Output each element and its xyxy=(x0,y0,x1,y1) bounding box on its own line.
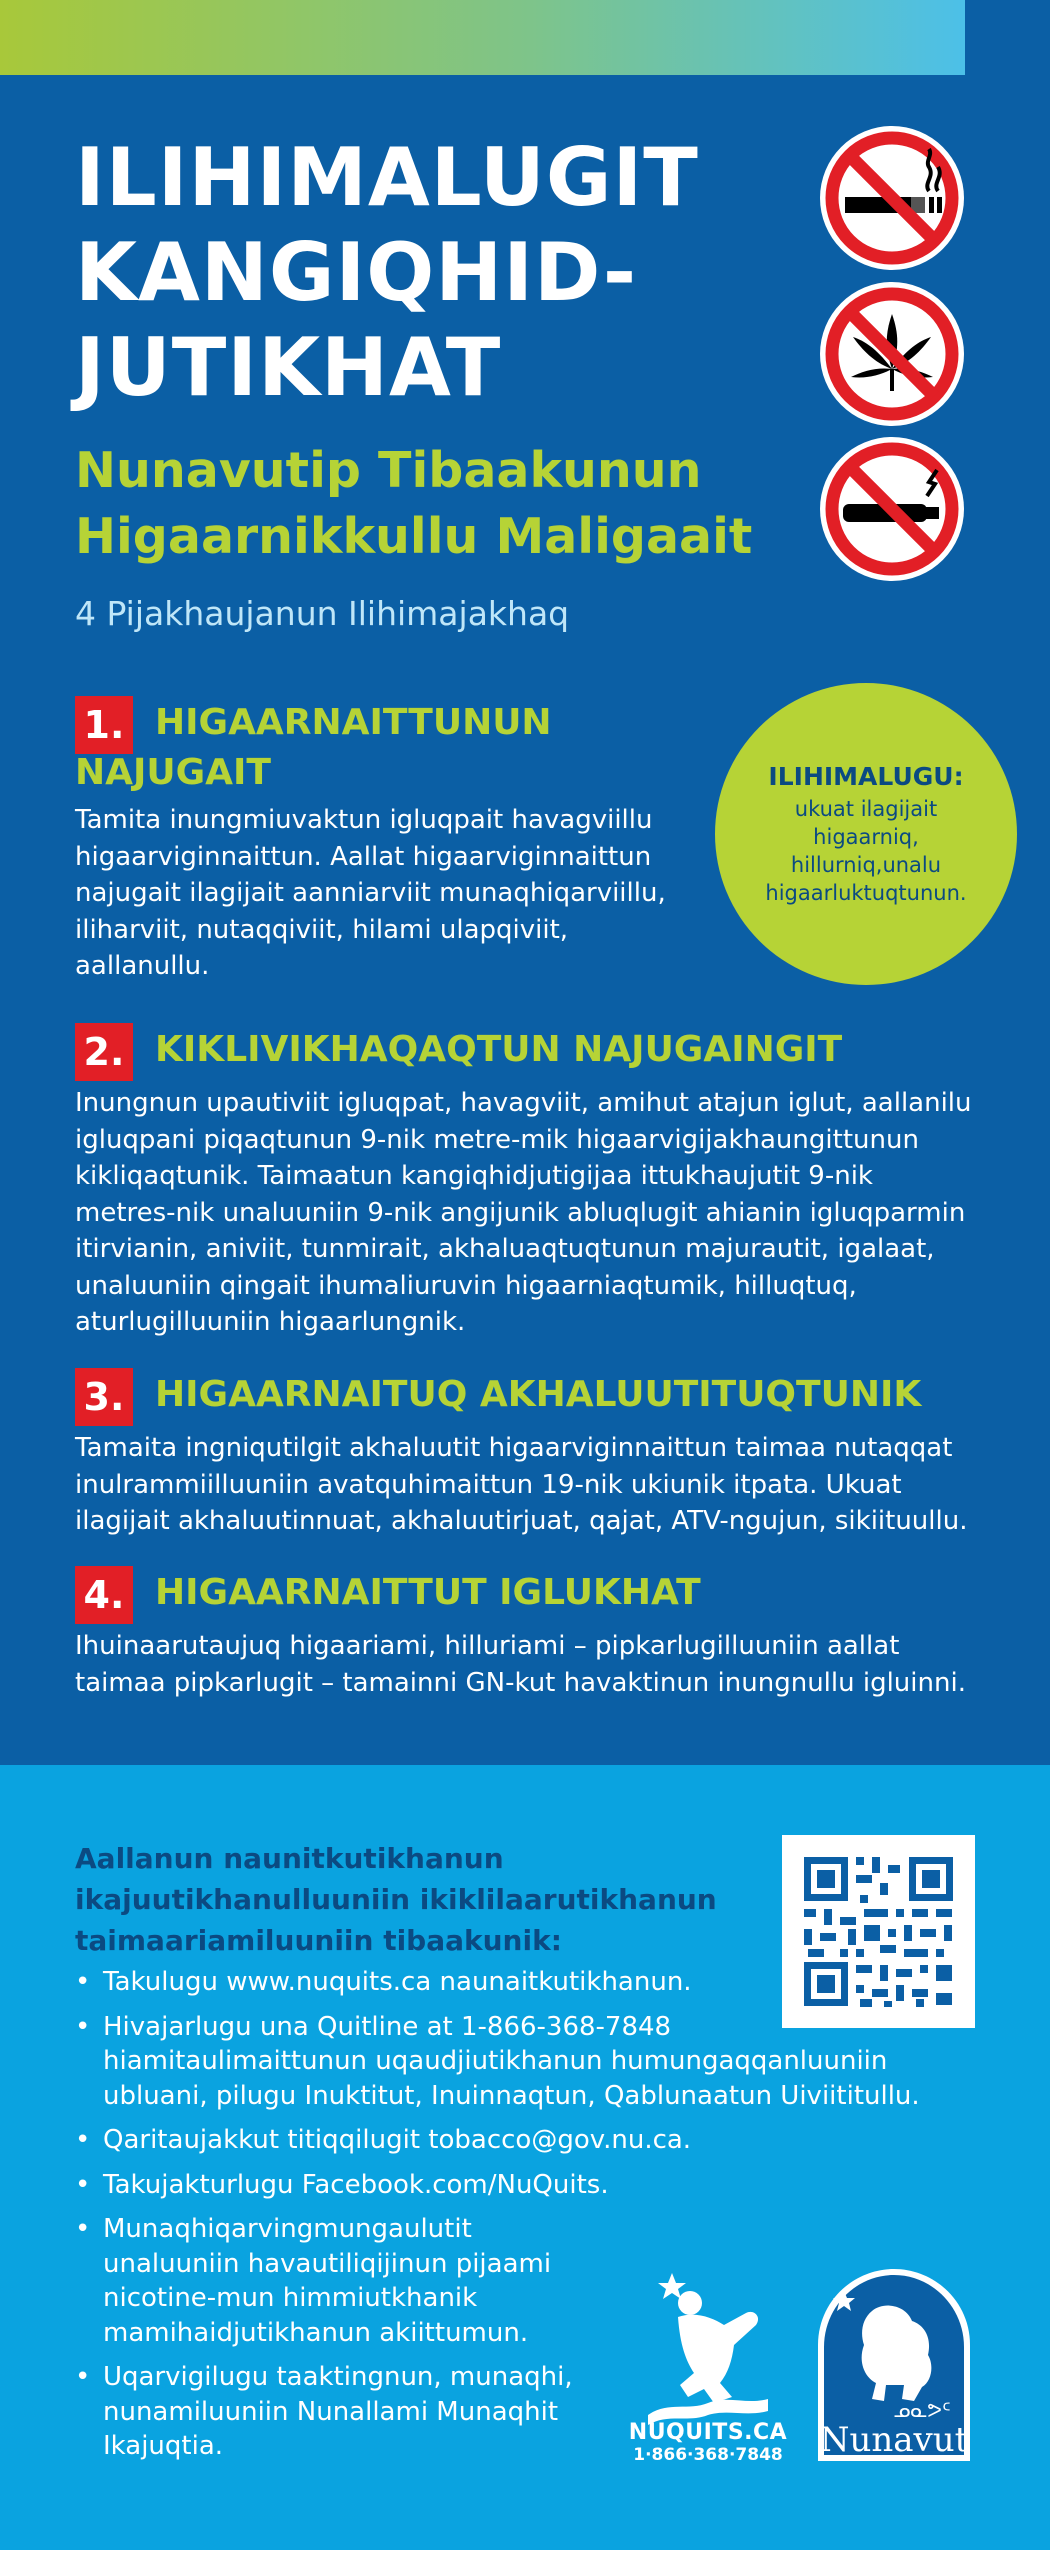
section-number: 2. xyxy=(75,1023,133,1081)
contact-line: nunamiluuniin Nunallami Munaqhit xyxy=(103,2396,559,2427)
nuquits-url[interactable]: NUQUITS.CA xyxy=(628,2420,788,2445)
nunavut-wordmark: Nunavut xyxy=(819,2420,969,2460)
body-line: ilagijait akhaluutinnuat, akhaluutirjuat, qajat, ATV-ngujun, sikiituullu. xyxy=(75,1506,968,1536)
body-line: aturlugilluuniin higaarlungnik. xyxy=(75,1307,466,1337)
body-line: kikliqaqtunik. Taimaatun kangiqhidjutigijaa ittukhaujutit 9-nik xyxy=(75,1161,873,1191)
nunavut-syllabics: ᓄᓇᕗᑦ xyxy=(893,2398,951,2422)
section-body xyxy=(75,1430,995,1540)
contact-line: mamihaidjutikhanun akiittumun. xyxy=(103,2317,529,2348)
contact-line: nicotine-mun himmiutkhanik xyxy=(103,2283,478,2313)
section-3 xyxy=(75,1370,995,1540)
section-title xyxy=(75,698,552,798)
contact-line: unaluuniin havautiliqijinun pijaami xyxy=(103,2248,552,2279)
section-title-line: HIGAARNAITUQ AKHALUUTITUQTUNIK xyxy=(155,1374,922,1415)
subtitle-line: Nunavutip Tibaakunun xyxy=(75,442,702,499)
contact-line: • Qaritaujakkut titiqqilugit tobacco@gov.nu.ca. xyxy=(103,2125,692,2155)
contact-email-item[interactable] xyxy=(75,2123,975,2158)
section-title-line: NAJUGAIT xyxy=(75,752,271,793)
section-title-line: HIGAARNAITTUNUN xyxy=(155,702,552,743)
contact-facebook-item[interactable] xyxy=(75,2168,975,2203)
title-line: KANGIQHID- xyxy=(75,226,638,319)
subtitle-line: Higaarnikkullu Maligaait xyxy=(75,508,753,565)
qr-code[interactable] xyxy=(782,1835,975,2028)
section-title xyxy=(155,1370,921,1420)
contact-line: hiamitaulimaittunun uqaudjiutikhanun humungaqqanluuniin xyxy=(103,2046,888,2076)
contact-heading-line: Aallanun naunitkutikhanun xyxy=(75,1842,504,1875)
contact-heading-line: ikajuutikhanulluuniin ikiklilaarutikhanun xyxy=(75,1883,717,1916)
section-number: 4. xyxy=(75,1566,133,1624)
body-line: taimaa pipkarlugit – tamainni GN-kut havaktinun inungnullu igluinni. xyxy=(75,1667,966,1698)
bubble-text: ukuat ilagijait higaarniq, hillurniq,unalu higaarluktuqtunun. xyxy=(765,796,967,905)
contact-heading-line: taimaariamiluuniin tibaakunik: xyxy=(75,1924,562,1957)
contact-line: • Munaqhiqarvingmungaulutit xyxy=(103,2214,472,2244)
gradient-top-bar xyxy=(0,0,965,75)
body-line: iliharviit, nutaqqiviit, hilami ulapqiviit, xyxy=(75,914,569,945)
nuquits-phone[interactable]: 1·866·368·7848 xyxy=(633,2445,783,2465)
contact-line: ubluani, pilugu Inuktitut, Inuinnaqtun, Qablunaatun Uiviititullu. xyxy=(103,2080,920,2111)
contact-line: Ikajuqtia. xyxy=(103,2431,224,2461)
contact-line: • Takulugu www.nuquits.ca naunaitkutikhanun. xyxy=(103,1967,692,1997)
page-subtitle xyxy=(75,438,795,570)
section-heading xyxy=(75,1025,995,1081)
section-1 xyxy=(75,698,715,985)
section-title-line: KIKLIVIKHAQAQTUN NAJUGAINGIT xyxy=(155,1029,843,1070)
no-vaping-icon xyxy=(817,434,967,584)
body-line: unaluuniin qingait ihumaliuruvin higaarniaqtumik, hilluqtuq, xyxy=(75,1270,857,1301)
nunavut-logo xyxy=(814,2265,974,2465)
section-title xyxy=(155,1025,842,1075)
nuquits-contact xyxy=(628,2420,788,2465)
body-line: Ihuinaarutaujuq higaariami, hilluriami – pipkarlugilluuniin aallat xyxy=(75,1631,900,1661)
info-bubble xyxy=(715,683,1017,985)
contact-heading xyxy=(75,1838,735,1961)
body-line: inulrammiilluuniin avatquhimaittun 19-nik ukiunik itpata. Ukuat xyxy=(75,1469,902,1500)
contact-line: • Takujakturlugu Facebook.com/NuQuits. xyxy=(103,2169,609,2200)
body-line: Tamita inungmiuvaktun igluqpait havagviillu xyxy=(75,805,653,835)
section-4 xyxy=(75,1568,995,1701)
section-heading xyxy=(75,1370,995,1426)
contact-line: • Hivajarlugu una Quitline at 1-866-368-7848 xyxy=(103,2011,672,2042)
section-heading xyxy=(75,698,715,798)
section-body xyxy=(75,802,715,985)
section-title xyxy=(155,1568,701,1618)
no-cannabis-icon xyxy=(817,279,967,429)
section-number: 1. xyxy=(75,696,133,754)
section-title-line: HIGAARNAITTUT IGLUKHAT xyxy=(155,1572,701,1613)
title-line: ILIHIMALUGIT xyxy=(75,131,699,224)
section-heading xyxy=(75,1568,995,1624)
body-line: Tamaita ingniqutilgit akhaluutit higaarviginnaittun taimaa nutaqqat xyxy=(75,1433,953,1463)
no-smoking-icon xyxy=(817,123,967,273)
body-line: Inungnun upautiviit igluqpat, havagviit, amihut atajun iglut, aallanilu xyxy=(75,1088,972,1118)
title-line: JUTIKHAT xyxy=(75,321,502,414)
body-line: igluqpani piqaqtunun 9-nik metre-mik higaarvigijakhaungittunun xyxy=(75,1124,919,1155)
body-line: higaarviginnaittun. Aallat higaarviginnaittun xyxy=(75,841,652,872)
page-title xyxy=(75,130,795,415)
contact-line: • Uqarvigilugu taaktingnun, munaqhi, xyxy=(103,2362,573,2392)
tagline: 4 Pijakhaujanun Ilihimajakhaq xyxy=(75,594,570,633)
body-line: metres-nik unaluuniin 9-nik angijunik abluqlugit ahianin igluqparmin xyxy=(75,1197,966,1228)
section-body xyxy=(75,1628,995,1701)
section-2 xyxy=(75,1025,995,1341)
bubble-title: ILIHIMALUGU: xyxy=(768,761,964,791)
body-line: aallanullu. xyxy=(75,951,210,981)
section-body xyxy=(75,1085,995,1341)
body-line: itirvianin, aniviit, tunmirait, akhaluaqtuqtunun majurautit, igalaat, xyxy=(75,1234,935,1264)
section-number: 3. xyxy=(75,1368,133,1426)
body-line: najugait ilagijait aanniarviit munaqhiqarviillu, xyxy=(75,878,666,908)
